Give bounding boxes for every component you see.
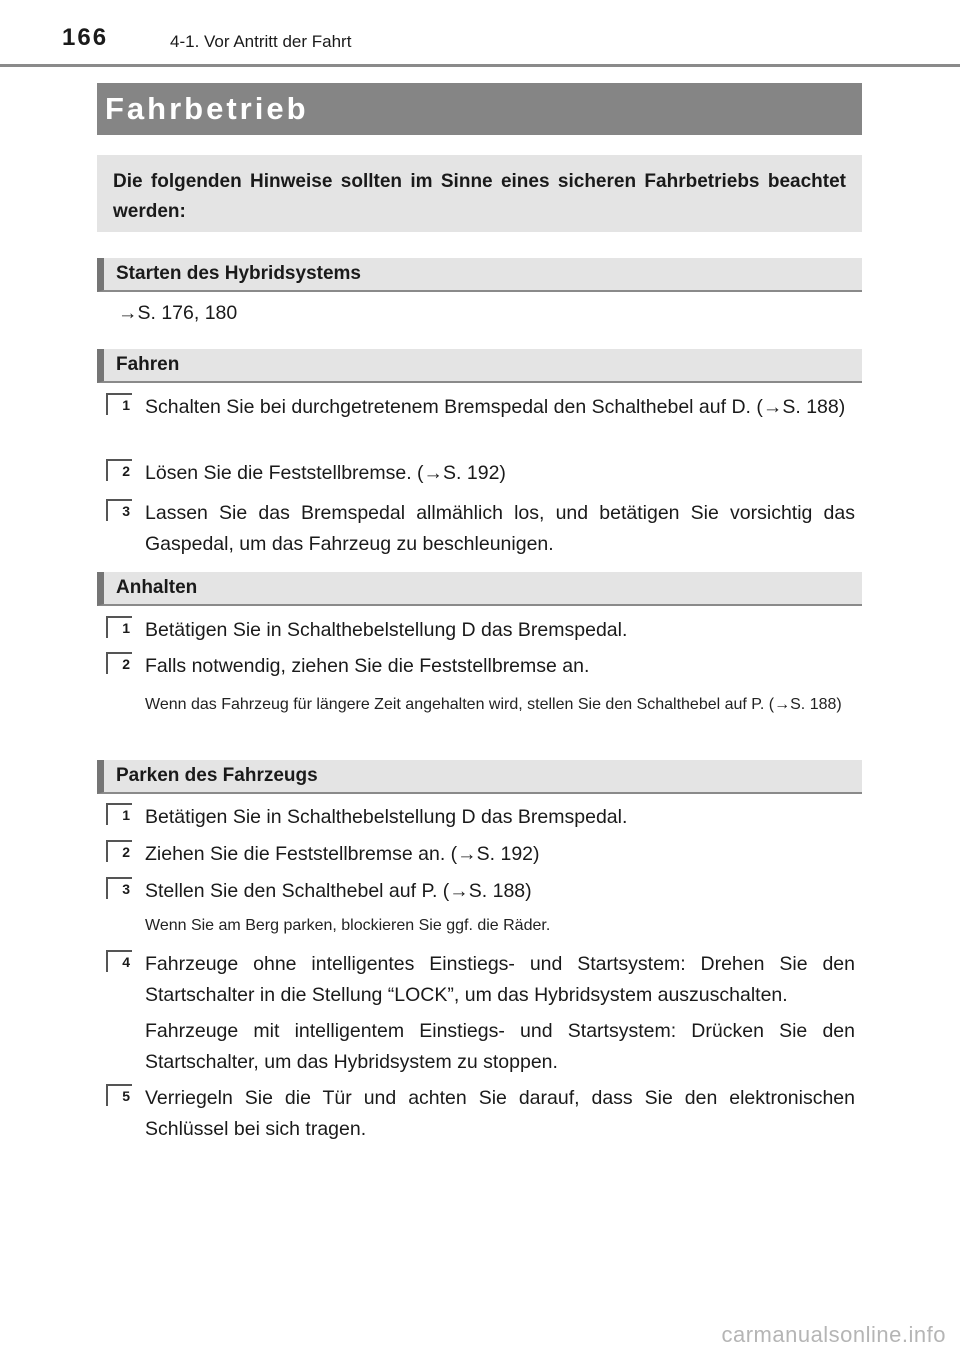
step-item <box>0 458 960 498</box>
step-item <box>0 392 960 458</box>
step-number-badge: 1 <box>106 616 132 638</box>
page-reference: →S. 176, 180 <box>118 302 238 324</box>
section-header-start <box>97 258 862 292</box>
step-item <box>0 949 960 1016</box>
step-text: Betätigen Sie in Schalthebelstellung D das Bremspedal. <box>145 806 628 828</box>
chapter-title: 4-1. Vor Antritt der Fahrt <box>170 32 352 51</box>
step-item <box>0 876 960 912</box>
step-text: Ziehen Sie die Feststellbremse an. (→S. 192) <box>145 843 540 865</box>
parken-steps <box>0 802 960 1145</box>
section-title: Fahren <box>116 354 180 375</box>
intro-box <box>97 155 862 232</box>
page-header <box>0 0 960 70</box>
header-divider <box>0 64 960 67</box>
step-number-badge: 1 <box>106 393 132 415</box>
page-number: 166 <box>62 24 109 51</box>
step-item <box>0 839 960 876</box>
note-text: Wenn das Fahrzeug für längere Zeit angehalten wird, stellen Sie den Schalthebel auf P. (→S. 188) <box>145 696 842 713</box>
step-item <box>0 802 960 839</box>
step-number-badge: 3 <box>106 499 132 521</box>
step-text: Lösen Sie die Feststellbremse. (→S. 192) <box>145 462 506 484</box>
step-item <box>0 615 960 651</box>
fahren-steps <box>0 392 960 560</box>
section-title: Anhalten <box>116 577 198 598</box>
step-extra-text: Fahrzeuge mit intelligentem Einstiegs- und Startsystem: Drücken Sie den Startschalter, um das Hybridsystem zu stoppen. <box>145 1020 855 1073</box>
step-number-badge: 1 <box>106 803 132 825</box>
step-text: Verriegeln Sie die Tür und achten Sie darauf, dass Sie den elektronischen Schlüssel bei sich tragen. <box>145 1087 855 1140</box>
section-header-anhalten <box>97 572 862 606</box>
step-text: Schalten Sie bei durchgetretenem Bremspedal den Schalthebel auf D. (→S. 188) <box>145 396 846 418</box>
anhalten-steps <box>0 615 960 718</box>
step-text: Betätigen Sie in Schalthebelstellung D das Bremspedal. <box>145 619 628 641</box>
step-item <box>0 651 960 691</box>
footer-watermark: carmanualsonline.info <box>721 1322 946 1347</box>
intro-text: Die folgenden Hinweise sollten im Sinne eines sicheren Fahrbetriebs beachtet werden: <box>113 171 846 222</box>
section-header-fahren <box>97 349 862 383</box>
section-title: Parken des Fahrzeugs <box>116 765 318 786</box>
step-text: Lassen Sie das Bremspedal allmählich los, und betätigen Sie vorsichtig das Gaspedal, um das Fahrzeug zu beschleunigen. <box>145 502 855 555</box>
step-number-badge: 2 <box>106 459 132 481</box>
step-number-badge: 4 <box>106 950 132 972</box>
step-text: Stellen Sie den Schalthebel auf P. (→S. 188) <box>145 880 532 902</box>
page-title-bar <box>97 83 862 135</box>
step-number-badge: 2 <box>106 840 132 862</box>
section-title: Starten des Hybridsystems <box>116 263 361 284</box>
step-number-badge: 3 <box>106 877 132 899</box>
step-text: Falls notwendig, ziehen Sie die Feststellbremse an. <box>145 655 590 677</box>
note-text: Wenn Sie am Berg parken, blockieren Sie ggf. die Räder. <box>145 917 551 934</box>
step-text: Fahrzeuge ohne intelligentes Einstiegs- und Startsystem: Drehen Sie den Startschalter in die Stellung “LOCK”, um das Hybridsystem auszuschalten. <box>145 953 855 1006</box>
step-item <box>0 498 960 560</box>
step-number-badge: 2 <box>106 652 132 674</box>
step-item <box>0 1083 960 1145</box>
step-number-badge: 5 <box>106 1084 132 1106</box>
section-header-parken <box>97 760 862 794</box>
page-title: Fahrbetrieb <box>105 91 309 126</box>
